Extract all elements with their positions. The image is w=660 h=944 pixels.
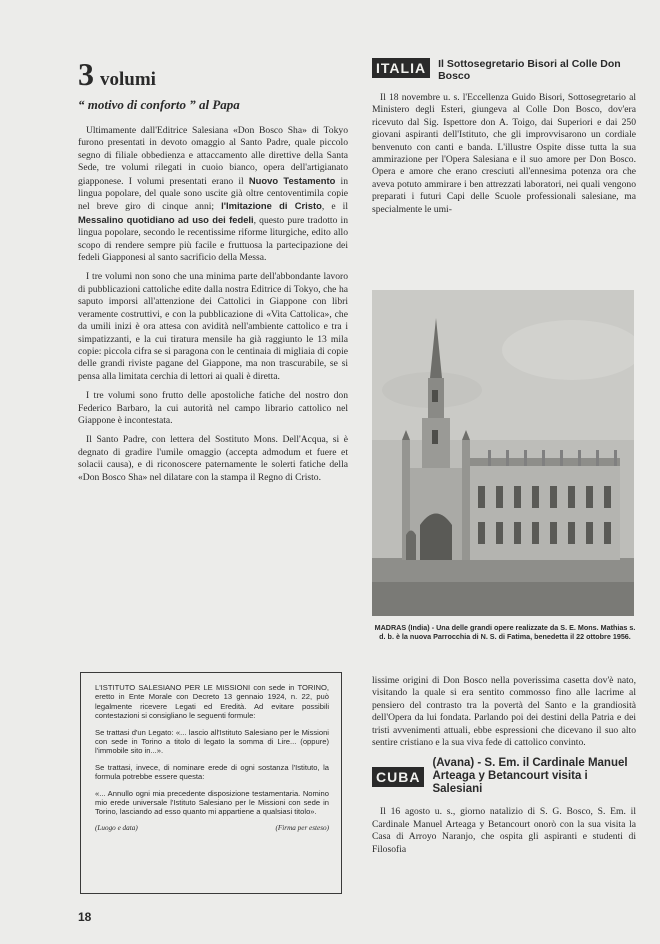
place-date-label: (Luogo e data): [95, 823, 138, 832]
paragraph-1: Ultimamente dall'Editrice Salesiana «Don Bosco Sha» di Tokyo furono presentati in devoto omaggio al Santo Padre, quale piccolo segno di filiale obbedienza e attaccamento alle direttive della Santa Sede, tre volumi rilegati in cuoio bianco, opera dell'artigianato giapponese. I volumi presentati erano il Nuovo Testamento in lingua popolare, del quale sono uscite già oltre centoventimila copie nel breve giro di cinque anni; l'Imitazione di Cristo, e il Messalino quotidiano ad uso dei fedeli, questo pure tradotto in lingua popolare, secondo le recentissime riforme liturgiche, edito allo scopo di rendere sempre più facile e fruttuosa la partecipazione dei fedeli Giapponesi al santo sacrificio della Messa.: [78, 125, 348, 264]
italia-tag: ITALIA: [372, 58, 430, 78]
italia-heading: Il Sottosegretario Bisori al Colle Don Bosco: [438, 58, 621, 82]
article-subtitle: “ motivo di conforto ” al Papa: [78, 97, 240, 112]
signature-label: (Firma per esteso): [275, 823, 329, 832]
title-number: 3: [78, 56, 94, 92]
notice-footer: [95, 824, 329, 832]
paragraph-4: Il Santo Padre, con lettera del Sostituto Mons. Dell'Acqua, si è degnato di gradire l'umile omaggio (accepta admodum et fuere et solacii causa), e di riconoscere paternamente le solerti fatiche della «Don Bosco Sha» nel dilatare con la stampa il Regno di Cristo.: [78, 434, 348, 483]
notice-formula: «... Annullo ogni mia precedente disposizione testamentaria. Nomino mio erede universale l'Istituto Salesiano per le Missioni con sede in Torino, lasciando ad esso quanto mi appartiene a qualsiasi titolo».: [95, 788, 329, 817]
paragraph-3: I tre volumi sono frutto delle apostoliche fatiche del nostro don Federico Barbaro, la cui autorità nel campo librario cattolico nel Giappone è incontestata.: [78, 390, 348, 426]
italia-header: [372, 58, 636, 82]
article-title: [78, 58, 348, 91]
church-illustration: [372, 290, 634, 616]
page-number: 18: [78, 910, 92, 924]
paragraph-2: I tre volumi non sono che una minima parte dell'abbondante lavoro di pubblicazioni cattoliche edite dalla nostra Editrice di Tokyo, che ha saputo imporsi all'attenzione dei Cattolici in Giappone con libri veramente costruttivi, e con la pubblicazione di «Vita Cattolica», che da umili inizi è ora attesa con avidità nell'ambiente cattolico e tra i simpatizzanti, e la cui tiratura mensile ha già raggiunto le 13 mila copie: piccola cifra se si paragona con le centinaia di migliaia di copie delle grandi riviste pagane del Giappone, ma non trascurabile, se si pensa alla limitata cerchia di lettori ai quali è diretta.: [78, 271, 348, 382]
cuba-heading: (Avana) - S. Em. il Cardinale Manuel Arteaga y Betancourt visita i Salesiani: [432, 757, 628, 796]
notice-erede: Se trattasi, invece, di nominare erede di ogni sostanza l'Istituto, la formula potrebbe essere questa:: [95, 762, 329, 782]
right-column-lower: [372, 675, 636, 863]
italia-continuation: lissime origini di Don Bosco nella poverissima casetta dov'è nato, visitando la quale si era sentito commosso fino alle lacrime al pensiero del contrasto tra la povertà del Santo e la grandiosità dell'Opera da lui fondata. Parlando poi dei destini della Patria e dei tristi avvenimenti attuali, ebbe espressioni che dicevano il suo alto sentire cristiano e la sua viva fede di cattolico convinto.: [372, 675, 636, 749]
photo-caption: MADRAS (India) - Una delle grandi opere realizzate da S. E. Mons. Mathias s. d. b. è la nuova Parrocchia di N. S. di Fatima, benedetta il 22 ottobre 1956.: [374, 623, 636, 641]
cuba-paragraph: Il 16 agosto u. s., giorno natalizio di S. G. Bosco, S. Em. il Cardinale Manuel Arteaga y Betancourt onorò con la sua visita la Casa di Arroyo Naranjo, che ospita gli aspiranti e studenti di Filosofia: [372, 806, 636, 855]
italia-paragraph: Il 18 novembre u. s. l'Eccellenza Guido Bisori, Sottosegretario al Ministero degli Esteri, giungeva al Colle Don Bosco, dov'era ricevuto dal Sig. Ispettore don A. Toigo, dai Superiori e dai 250 giovani aspiranti dell'Istituto, che gli improvvisarono un cordiale benvenuto con canti e banda. L'illustre Ospite disse tutta la sua ammirazione per l'Opera Salesiana e il suo amore per Don Bosco. Opera e amore che erano cresciuti all'ennesima potenza ora che aveva potuto ammirare i ben attrezzati laboratori, nei quali vengono preparati i futuri Capi delle Scuole professionali salesiane, ma specialmente le umi-: [372, 92, 636, 215]
church-photo: [372, 290, 634, 616]
cuba-tag: CUBA: [372, 767, 424, 787]
notice-legato: Se trattasi d'un Legato: «... lascio all'Istituto Salesiano per le Missioni con sede in Torino a titolo di legato la somma di Lire... (oppure) l'immobile sito in...».: [95, 727, 329, 756]
left-column: [78, 58, 348, 491]
notice-intro: L'ISTITUTO SALESIANO PER LE MISSIONI con sede in TORINO, eretto in Ente Morale con Decreto 13 gennaio 1924, n. 22, può legalmente ricevere Legati ed Eredità. Ad evitare possibili contestazioni si consigliano le seguenti formule:: [95, 683, 329, 721]
right-column: [372, 58, 636, 223]
cuba-header: [372, 757, 636, 796]
legacy-notice-box: [80, 672, 342, 894]
title-word: volumi: [100, 69, 156, 90]
